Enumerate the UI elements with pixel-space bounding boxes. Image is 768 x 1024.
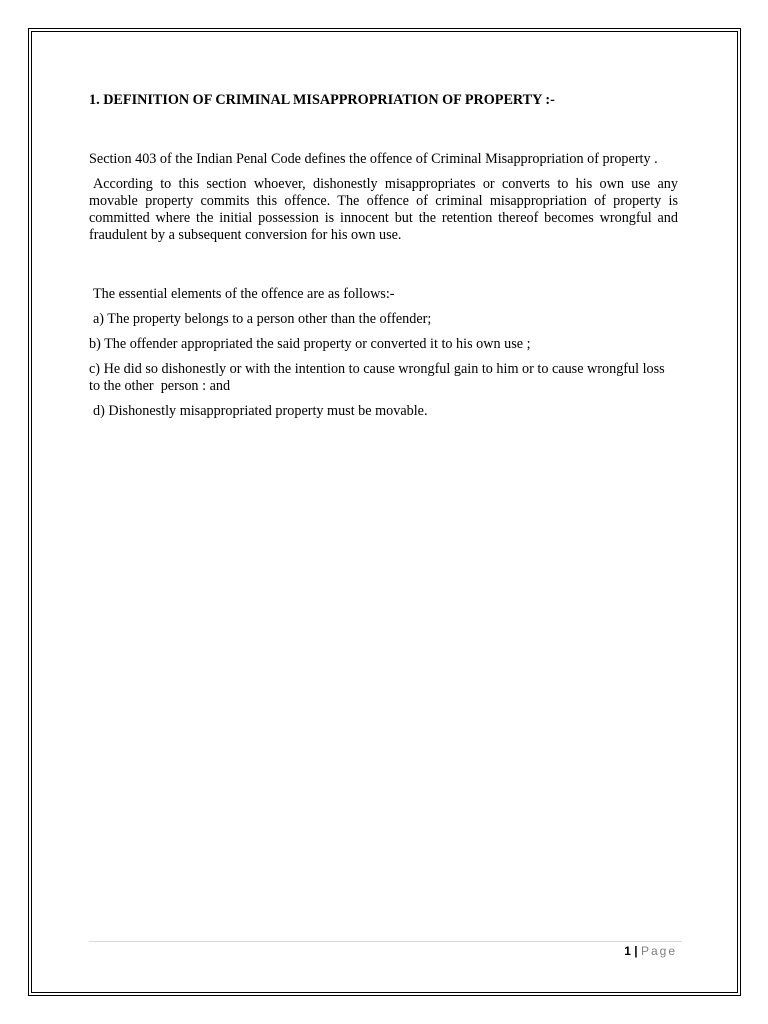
list-item-c: c) He did so dishonestly or with the intention to cause wrongful gain to him or to cause wrongful loss to the other person : and bbox=[89, 361, 669, 394]
page-label: Page bbox=[640, 944, 677, 958]
list-item-a: a) The property belongs to a person other than the offender; bbox=[93, 311, 432, 327]
section-heading: 1. DEFINITION OF CRIMINAL MISAPPROPRIATION OF PROPERTY :- bbox=[89, 92, 555, 108]
page-footer bbox=[624, 943, 677, 959]
document-page bbox=[31, 31, 738, 993]
page-number: 1 bbox=[624, 944, 631, 958]
according-paragraph: According to this section whoever, dishonestly misappropriates or converts to his own use any movable property commits this offence. The offence of criminal misappropriation of property is committed where the initial possession is innocent but the retention thereof becomes wrongful and fraudulent by a subsequent conversion for his own use. bbox=[89, 176, 678, 243]
footer-divider bbox=[89, 941, 682, 942]
list-item-b: b) The offender appropriated the said property or converted it to his own use ; bbox=[89, 336, 531, 352]
page-content bbox=[89, 92, 678, 428]
page-separator: | bbox=[634, 944, 638, 958]
elements-paragraph: The essential elements of the offence are as follows:- bbox=[93, 286, 395, 302]
list-item-d: d) Dishonestly misappropriated property must be movable. bbox=[93, 403, 428, 419]
intro-paragraph: Section 403 of the Indian Penal Code defines the offence of Criminal Misappropriation of property . bbox=[89, 151, 658, 167]
